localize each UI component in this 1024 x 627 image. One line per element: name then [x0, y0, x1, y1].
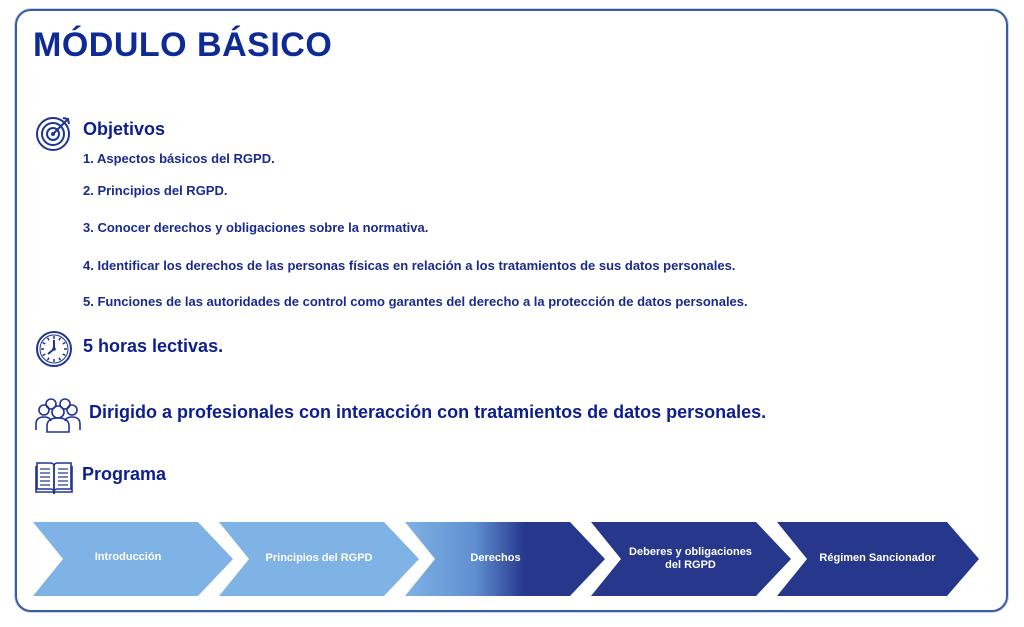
program-step-label: Régimen Sancionador — [819, 552, 936, 564]
program-step-label: Deberes y obligaciones del RGPD — [629, 546, 752, 571]
objective-item: 3. Conocer derechos y obligaciones sobre la normativa. — [83, 220, 429, 235]
hours-text: 5 horas lectivas. — [83, 336, 224, 356]
book-icon — [35, 458, 73, 496]
objective-item: 2. Principios del RGPD. — [83, 183, 228, 198]
page-title: MÓDULO BÁSICO — [33, 26, 333, 64]
people-icon — [34, 396, 82, 434]
audience-text: Dirigido a profesionales con interacción con tratamientos de datos personales. — [89, 402, 767, 422]
objective-item: 1. Aspectos básicos del RGPD. — [83, 151, 275, 166]
objective-item: 5. Funciones de las autoridades de control como garantes del derecho a la protección de datos personales. — [83, 294, 748, 309]
clock-icon — [34, 329, 74, 369]
program-heading: Programa — [82, 464, 167, 484]
program-steps — [33, 522, 983, 596]
objectives-heading: Objetivos — [83, 119, 166, 139]
program-step-label: Principios del RGPD — [265, 552, 373, 564]
target-icon — [35, 114, 73, 152]
program-step-label: Derechos — [470, 552, 521, 564]
objective-item: 4. Identificar los derechos de las personas físicas en relación a los tratamientos de sus datos personales. — [83, 258, 736, 273]
program-step-label: Introducción — [94, 551, 162, 563]
